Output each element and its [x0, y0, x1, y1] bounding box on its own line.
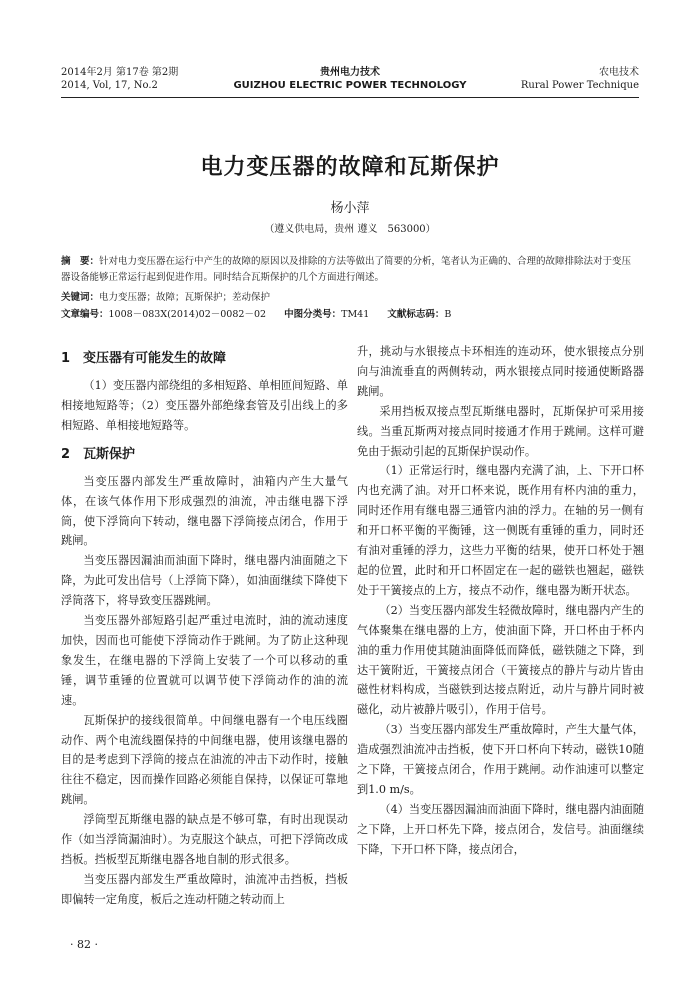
doc-code-label: 文献标志码：: [387, 309, 445, 320]
author-affiliation: （遵义供电局，贵州 遵义 563000）: [264, 224, 436, 235]
abstract-label: 摘 要：: [61, 256, 100, 267]
section-title: 变压器有可能发生的故障: [83, 351, 227, 366]
column-name-cn: 农电技术: [599, 67, 639, 78]
paragraph: （4）当变压器因漏油而油面下降时，继电器内油面随之下降，上开口杯先下降，接点闭合，发信号。油面继续下降，下开口杯下降，接点闭合，: [357, 802, 644, 856]
right-column: [357, 342, 644, 860]
author-name: 杨小萍: [330, 201, 370, 216]
paragraph: 当变压器外部短路引起严重过电流时，油的流动速度加快，因而也可能使下浮筒动作于跳闸。为了防止这种现象发生，在继电器的下浮筒上安装了一个可以移动的重锤，调节重锤的位置就可以调节使下浮筒动作的油的流速。: [61, 614, 348, 707]
section-heading-2: [61, 444, 348, 466]
keywords-text: 电力变压器；故障；瓦斯保护；差动保护: [99, 292, 271, 303]
section-number: 1: [61, 351, 71, 366]
section-title: 瓦斯保护: [83, 446, 136, 462]
keywords-label: 关键词：: [61, 292, 100, 303]
paragraph: （3）当变压器内部发生严重故障时，产生大量气体，造成强烈油流冲击挡板，使下开口杯向下转动，磁铁10随之下降，干簧接点闭合，作用于跳闸。动作油速可以整定到1.0 m/s。: [357, 723, 644, 796]
header-rule: [61, 97, 639, 98]
page-number: · 82 ·: [70, 938, 98, 951]
doc-code: B: [444, 309, 452, 320]
journal-name-en: GUIZHOU ELECTRIC POWER TECHNOLOGY: [233, 80, 467, 91]
article-title: 电力变压器的故障和瓦斯保护: [200, 155, 500, 180]
abstract: [61, 254, 639, 286]
clc-code: TM41: [341, 309, 370, 320]
journal-name-cn: 贵州电力技术: [320, 67, 380, 78]
section-number: 2: [61, 446, 71, 462]
left-column: [61, 344, 348, 910]
journal-issue-en: 2014, Vol, 17, No.2: [61, 80, 158, 91]
column-name-en: Rural Power Technique: [520, 80, 639, 91]
paragraph: 瓦斯保护的接线很简单。中间继电器有一个电压线圈动作、两个电流线圈保持的中间继电器，使用该继电器的目的是考虑到下浮筒的接点在油流的冲击下动作时，接触往往不稳定，因而操作回路必须能自保持，以保证可靠地跳闸。: [61, 713, 348, 807]
paragraph: 当变压器因漏油而油面下降时，继电器内油面随之下降，为此可发出信号（上浮筒下降），如油面继续下降使下浮筒落下，将导致变压器跳闸。: [61, 554, 348, 608]
paragraph: 当变压器内部发生严重故障时，油流冲击挡板，挡板即偏转一定角度，板后之连动杆随之转动而上: [61, 872, 348, 906]
keywords: [61, 290, 639, 306]
article-no-label: 文章编号：: [61, 309, 109, 320]
clc-label: 中图分类号：: [284, 309, 342, 320]
article-info: [61, 307, 639, 323]
abstract-text: 针对电力变压器在运行中产生的故障的原因以及排除的方法等做出了简要的分析，笔者认为正确的、合理的故障排除法对于变压器设备能够正常运行起到促进作用。同时结合瓦斯保护的几个方面进行阐述。: [61, 256, 632, 283]
paragraph: 采用挡板双接点型瓦斯继电器时，瓦斯保护可采用接线。当重瓦斯两对接点同时接通才作用于跳闸。这样可避免由于振动引起的瓦斯保护误动作。: [357, 404, 644, 458]
paragraph: （1）正常运行时，继电器内充满了油，上、下开口杯内也充满了油。对开口杯来说，既作用有杯内油的重力，同时还作用有继电器三通管内油的浮力。在轴的另一侧有和开口杯平衡的平衡锤，这一侧既有重锤的重力，同时还有油对重锤的浮力，这些力平衡的结果，使开口杯处于翘起的位置，此时和开口杯固定在一起的磁铁也翘起，磁铁处于干簧接点的上方，接点不动作，继电器为断开状态。: [357, 464, 644, 597]
paragraph: 升，挑动与水银接点卡环相连的连动环，使水银接点分别向与油流垂直的两侧转动，两水银接点同时接通使断路器跳闸。: [357, 345, 644, 398]
paragraph: 当变压器内部发生严重故障时，油箱内产生大量气体，在该气体作用下形成强烈的油流，冲击继电器下浮筒，使下浮筒向下转动，继电器下浮筒接点闭合，作用于跳闸。: [61, 474, 348, 548]
paragraph: 浮筒型瓦斯继电器的缺点是不够可靠，有时出现误动作（如当浮筒漏油时）。为克服这个缺点，可把下浮筒改成挡板。挡板型瓦斯继电器各地自制的形式很多。: [61, 813, 348, 866]
section-heading-1: [61, 348, 348, 370]
paragraph: （2）当变压器内部发生轻微故障时，继电器内产生的气体聚集在继电器的上方，使油面下降，开口杯由于杯内油的重力作用使其随油面降低而降低，磁铁随之下降，到达干簧附近，干簧接点闭合（干簧接点的静片与动片皆由磁性材料构成，当磁铁到达接点附近，动片与静片同时被磁化，动片被静片吸引），作用于信号。: [357, 603, 644, 717]
article-no: 1008－083X(2014)02－0082－02: [108, 309, 267, 320]
journal-issue-cn: 2014年2月 第17卷 第2期: [61, 67, 179, 78]
paragraph: （1）变压器内部绕组的多相短路、单相匝间短路、单相接地短路等；（2）变压器外部绝缘套管及引出线上的多相短路、单相接地短路等。: [61, 379, 348, 432]
